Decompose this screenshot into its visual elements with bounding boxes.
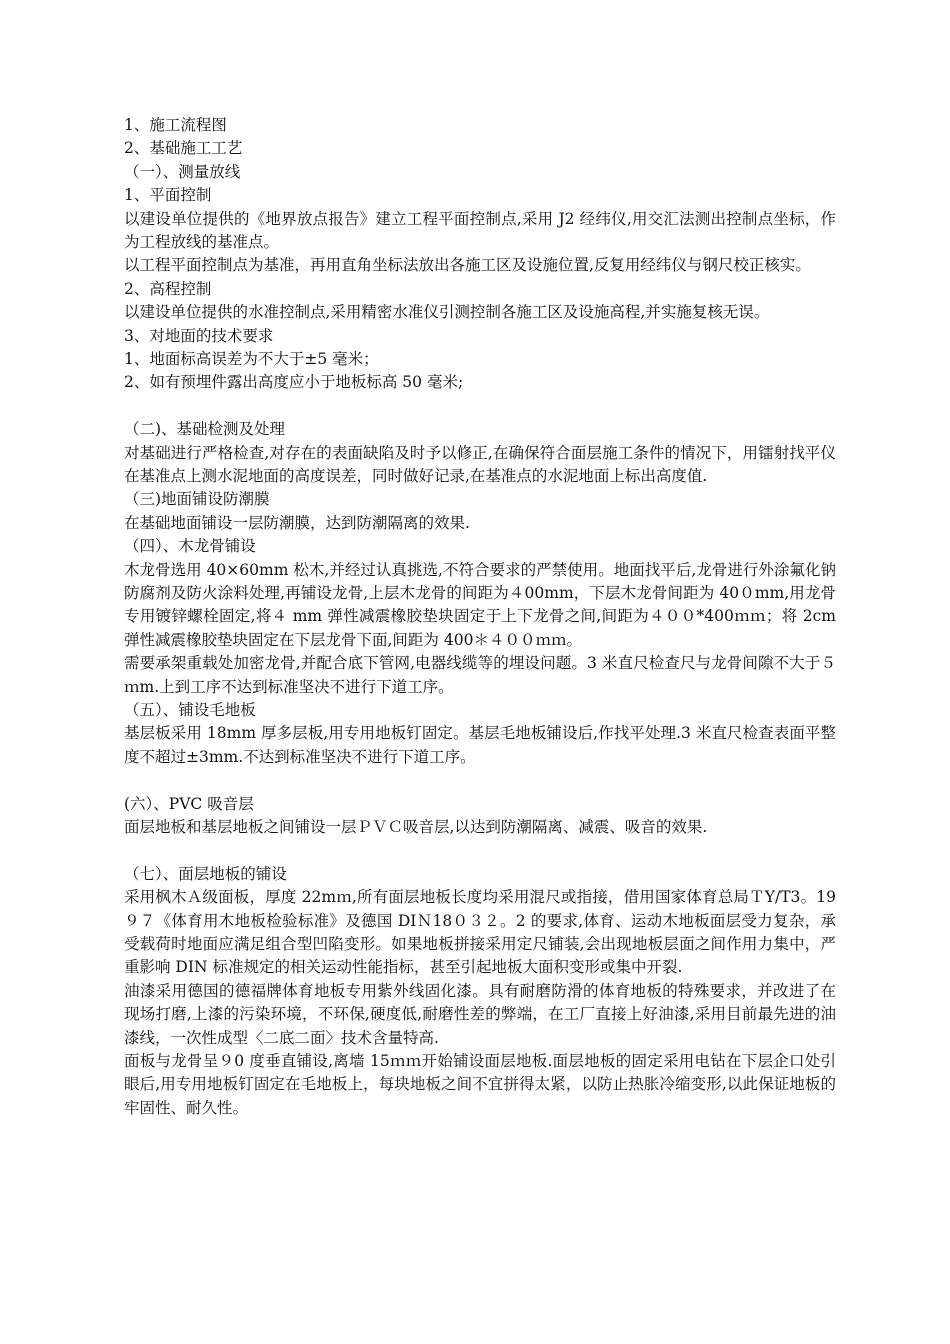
para-plane-control-1: 以建设单位提供的《地界放点报告》建立工程平面控制点,采用 J2 经纬仪,用交汇法测出控制点坐标，作为工程放线的基准点。 bbox=[124, 209, 836, 251]
item-embedded-parts: 2、如有预埋件露出高度应小于地板标高 50 毫米; bbox=[124, 373, 464, 392]
heading-ground-requirements: 3、对地面的技术要求 bbox=[124, 326, 274, 345]
blank-line bbox=[124, 769, 836, 792]
heading-foundation-inspection: （二)、基础检测及处理 bbox=[124, 420, 286, 439]
para-surface-floor-1: 采用枫木Ａ级面板，厚度 22mｍ,所有面层地板长度均采用混尺或指接，借用国家体育总局ＴY/T3。19９７《体育用木地板检验标准》及德国 DIＮ18０３２。2 的要求,体育、运动木地板面层受力复杂，承受载荷时地面应满足组合型凹陷变形。如果地板拼接采用定尺铺装,会出现地板层面之间作用力集中，严重影响 DIN 标准规定的相关运动性能指标，甚至引起地板大面积变形或集中开裂. bbox=[124, 888, 836, 977]
heading-subfloor: （五）、铺设毛地板 bbox=[124, 700, 256, 719]
heading-elevation-control: 2、高程控制 bbox=[124, 279, 212, 298]
para-keel-laying-1: 木龙骨选用 40×60mm 松木,并经过认真挑选,不符合要求的严禁使用。地面找平后,龙骨进行外涂氟化钠防腐剂及防火涂料处理,再铺设龙骨,上层木龙骨的间距为４00mm，下层木龙骨间距为 40０mm,用龙骨专用镀锌螺栓固定,将４ mm 弹性减震橡胶垫块固定于上下龙骨之间,间距为４００*400ｍｍ；将 2cm 弹性减震橡胶垫块固定在下层龙骨下面,间距为 400＊４００ｍｍ。 bbox=[124, 560, 836, 649]
heading-moisture-membrane: （三)地面铺设防潮膜 bbox=[124, 490, 270, 509]
para-foundation-inspection: 对基础进行严格检查,对存在的表面缺陷及时予以修正,在确保符合面层施工条件的情况下，用镭射找平仪在基准点上测水泥地面的高度误差，同时做好记录,在基准点的水泥地面上标出高度值. bbox=[124, 443, 836, 485]
heading-keel-laying: （四）、木龙骨铺设 bbox=[124, 537, 256, 556]
item-elevation-error: 1、地面标高误差为不大于±5 毫米； bbox=[124, 349, 379, 368]
document-body bbox=[124, 114, 836, 1120]
heading-foundation-process: 2、基础施工工艺 bbox=[124, 139, 243, 158]
heading-plane-control: 1、平面控制 bbox=[124, 186, 212, 205]
heading-construction-flowchart: 1、施工流程图 bbox=[124, 116, 227, 134]
para-keel-laying-2: 需要承架重载处加密龙骨,并配合底下管网,电器线缆等的埋设问题。3 米直尺检查尺与龙骨间隙不大于５ｍm.上到工序不达到标准坚决不进行下道工序。 bbox=[124, 654, 836, 696]
para-elevation-control: 以建设单位提供的水准控制点,采用精密水准仪引测控制各施工区及设施高程,并实施复核无误。 bbox=[124, 303, 770, 322]
blank-line bbox=[124, 839, 836, 862]
blank-line bbox=[124, 395, 836, 418]
para-surface-floor-3: 面板与龙骨呈９0 度垂直铺设,离墙 15ｍｍ开始铺设面层地板.面层地板的固定采用电钻在下层企口处引眼后,用专用地板钉固定在毛地板上，每块地板之间不宜拼得太紧，以防止热胀冷缩变形,以此保证地板的牢固性、耐久性。 bbox=[124, 1051, 836, 1117]
para-subfloor: 基层板采用 18mm 厚多层板,用专用地板钉固定。基层毛地板铺设后,作找平处理.3 米直尺检查表面平整度不超过±3mm.不达到标准坚决不进行下道工序。 bbox=[124, 724, 836, 766]
heading-surface-floor: （七）、面层地板的铺设 bbox=[124, 864, 287, 883]
para-plane-control-2: 以工程平面控制点为基准，再用直角坐标法放出各施工区及设施位置,反复用经纬仪与钢尺校正核实。 bbox=[124, 256, 811, 275]
heading-survey-layout: （一）、测量放线 bbox=[124, 162, 241, 181]
para-pvc-layer: 面层地板和基层地板之间铺设一层ＰＶＣ吸音层,以达到防潮隔离、减震、吸音的效果. bbox=[124, 817, 708, 836]
para-moisture-membrane: 在基础地面铺设一层防潮膜，达到防潮隔离的效果. bbox=[124, 513, 470, 532]
para-surface-floor-2: 油漆采用德国的德福牌体育地板专用紫外线固化漆。具有耐磨防滑的体育地板的特殊要求，并改进了在现场打磨,上漆的污染环境，不环保,硬度低,耐磨性差的弊端，在工厂直接上好油漆,采用目前最先进的油漆线，一次性成型〈二底二面〉技术含量特高. bbox=[124, 981, 836, 1047]
heading-pvc-layer: (六）、PVC 吸音层 bbox=[124, 794, 254, 813]
